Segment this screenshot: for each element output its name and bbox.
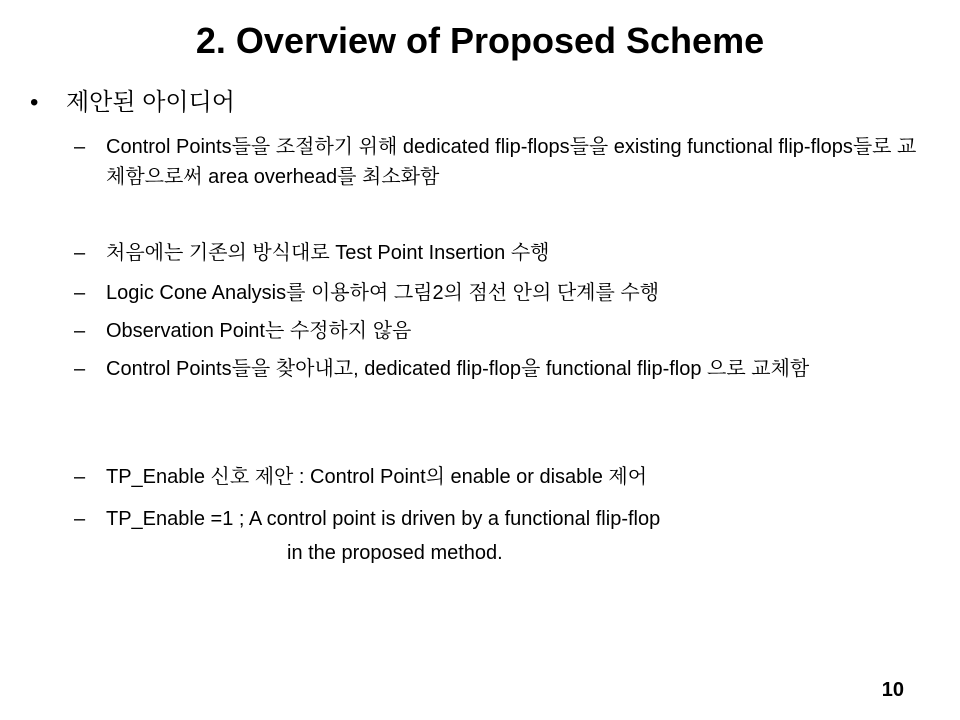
sub-item-text: Control Points들을 조절하기 위해 dedicated flip-flops들을 existing functional flip-flops들로 교체함으로써 area overhead를 최소화함 bbox=[106, 136, 917, 188]
dash-icon: – bbox=[74, 242, 86, 264]
sub-item-text: TP_Enable 신호 제안 : Control Point의 enable or disable 제어 bbox=[106, 466, 648, 488]
sub-item bbox=[74, 504, 934, 534]
sub-item-text: TP_Enable =1 ; A control point is driven by a functional flip-flop bbox=[106, 508, 661, 530]
sub-item bbox=[74, 278, 934, 308]
dash-icon: – bbox=[74, 358, 86, 380]
sub-item-text: Control Points들을 찾아내고, dedicated flip-flop을 functional flip-flop 으로 교체함 bbox=[106, 358, 810, 380]
main-bullet bbox=[30, 84, 235, 122]
sub-item bbox=[74, 238, 934, 268]
dash-icon: – bbox=[74, 136, 86, 158]
sub-item-text: Observation Point는 수정하지 않음 bbox=[106, 320, 412, 342]
sub-item bbox=[74, 462, 934, 492]
slide-title: 2. Overview of Proposed Scheme bbox=[195, 20, 765, 61]
sub-item bbox=[74, 316, 934, 346]
sub-item bbox=[74, 132, 934, 192]
sub-item-continuation: in the proposed method. bbox=[287, 542, 503, 564]
bullet-icon: • bbox=[30, 89, 39, 116]
dash-icon: – bbox=[74, 320, 86, 342]
dash-icon: – bbox=[74, 508, 86, 530]
dash-icon: – bbox=[74, 282, 86, 304]
sub-item bbox=[74, 354, 934, 384]
page-number: 10 bbox=[881, 679, 904, 701]
main-bullet-text: 제안된 아이디어 bbox=[66, 89, 235, 116]
dash-icon: – bbox=[74, 466, 86, 488]
sub-item-text: 처음에는 기존의 방식대로 Test Point Insertion 수행 bbox=[106, 242, 550, 264]
sub-item-text: Logic Cone Analysis를 이용하여 그림2의 점선 안의 단계를 수행 bbox=[106, 282, 660, 304]
